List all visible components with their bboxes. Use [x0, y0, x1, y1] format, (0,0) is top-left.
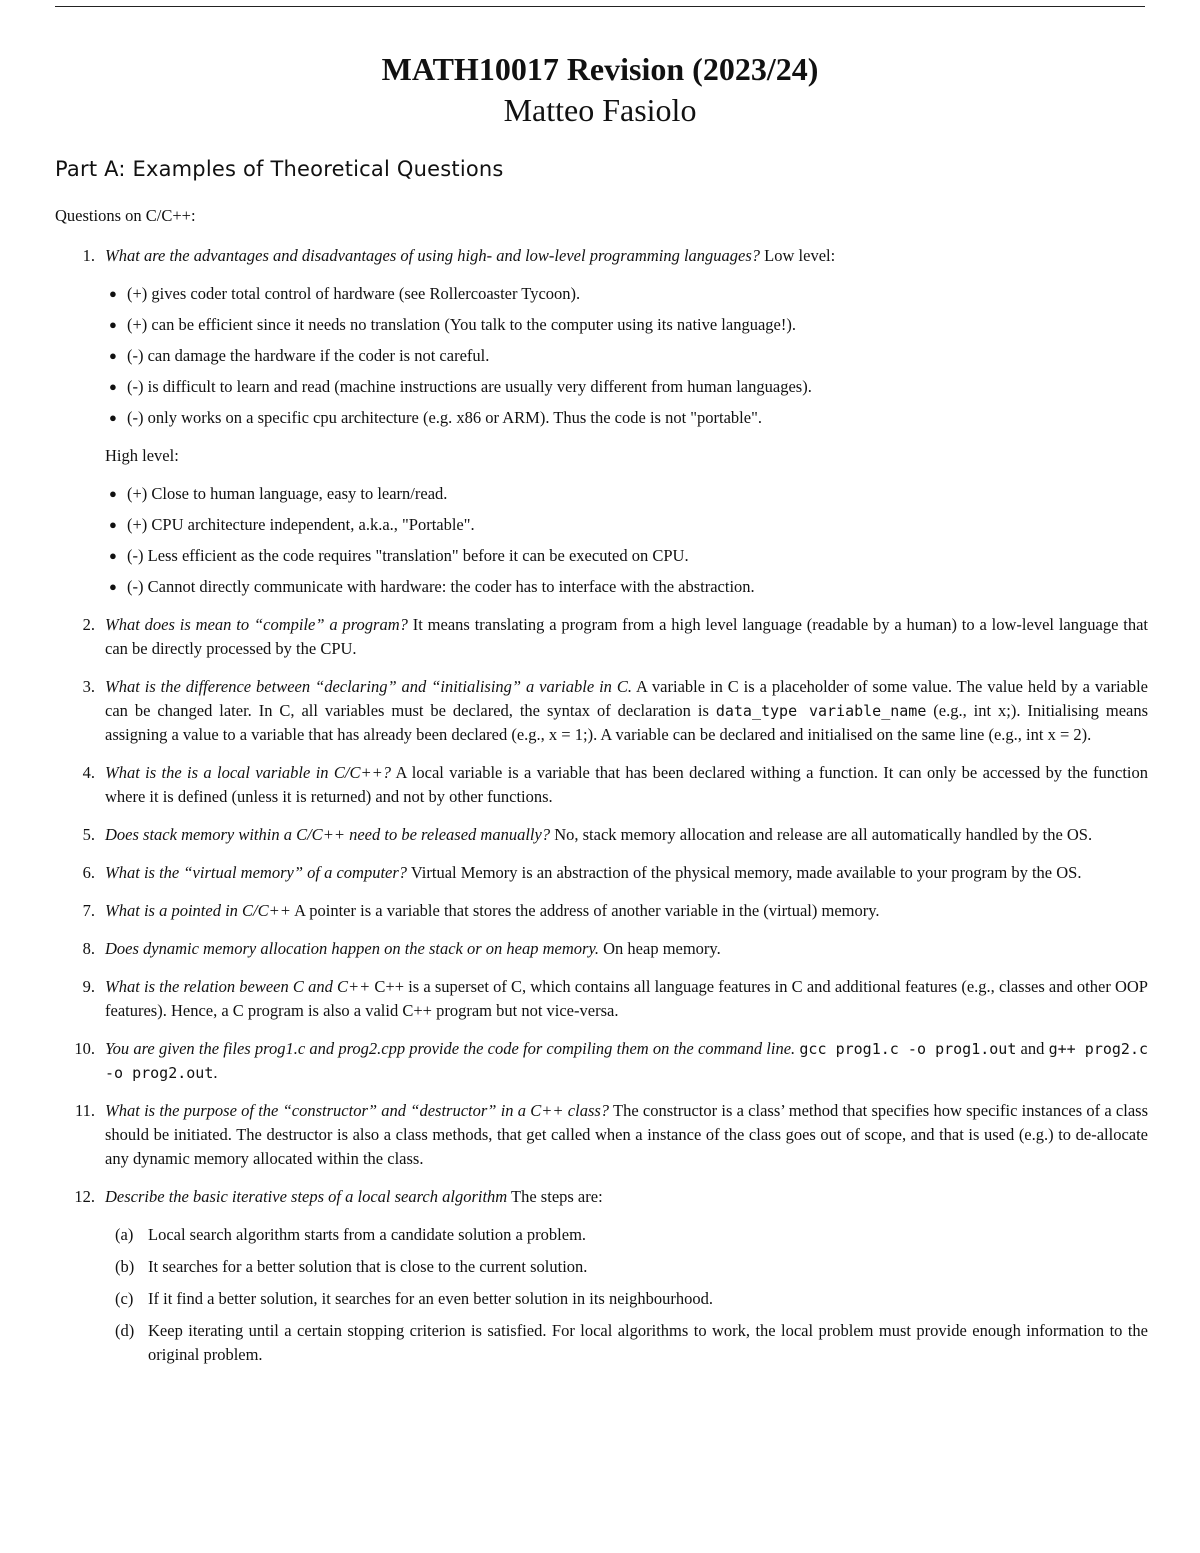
question-text: Does dynamic memory allocation happen on the stack or on heap memory.	[105, 939, 599, 958]
question-text: What is the difference between “declaring” and “initialising” a variable in C.	[105, 677, 632, 696]
code-snippet: data_type variable_name	[715, 702, 927, 720]
question-text: What are the advantages and disadvantages of using high- and low-level programming languages?	[105, 246, 761, 265]
answer-text: The constructor is a class’ method that specifies how specific instances of a class should be initiated. The destructor is also a class methods, that get called when a instance of the class goes out of scope, and that is used (e.g.) to de-allocate any dynamic memory allocated within the class.	[105, 1101, 1149, 1168]
question-item-7	[55, 899, 1148, 923]
content	[55, 204, 1148, 1381]
step-label: (a)	[115, 1225, 134, 1244]
question-number: 11.	[74, 1101, 95, 1120]
answer-text: It means translating a program from a high level language (readable by a human) to a low-level language that can be directly processed by the CPU.	[105, 615, 1148, 658]
question-number: 4.	[82, 763, 95, 782]
answer-text: (e.g., int x;). Initialising means assigning a value to a variable that has already been declared (e.g., x = 1;). A variable can be declared and initialised on the same line (e.g., int x = 2).	[105, 701, 1149, 744]
bullet-icon: ●	[109, 286, 117, 301]
question-list	[55, 244, 1148, 1367]
question-text: What is the purpose of the “constructor” and “destructor” in a C++ class?	[105, 1101, 610, 1120]
question-number: 9.	[82, 977, 95, 996]
question-text: What is the is a local variable in C/C++?	[105, 763, 391, 782]
bullet-icon: ●	[109, 579, 117, 594]
list-item: (d) Keep iterating until a certain stopping criterion is satisfied. For local algorithms to work, the local problem must provide enough information to the original problem.	[115, 1321, 1148, 1364]
bullet-icon: ●	[109, 548, 117, 563]
question-item-1	[55, 244, 1148, 599]
bullet-icon: ●	[109, 486, 117, 501]
question-text: Describe the basic iterative steps of a local search algorithm	[105, 1187, 508, 1206]
answer-text: C++ is a superset of C, which contains all language features in C and additional features (e.g., classes and other OOP features). Hence, a C program is also a valid C++ program but not vice-versa.	[105, 977, 1148, 1020]
list-item: ● (+) Close to human language, easy to learn/read.	[105, 482, 1148, 506]
bullet-icon: ●	[109, 517, 117, 532]
question-text: You are given the files prog1.c and prog2.cpp provide the code for compiling them on the command line.	[105, 1039, 796, 1058]
question-number: 6.	[82, 863, 95, 882]
code-snippet: g++ prog2.c -o prog2.out	[105, 1040, 1149, 1082]
question-number: 8.	[82, 939, 95, 958]
question-item-6	[55, 861, 1148, 885]
list-item: ● (-) is difficult to learn and read (machine instructions are usually very different from human languages).	[105, 375, 1148, 399]
question-number: 5.	[82, 825, 95, 844]
answer-text: .	[213, 1063, 218, 1082]
list-item: ● (-) Cannot directly communicate with hardware: the coder has to interface with the abstraction.	[105, 575, 1148, 599]
list-item: (b) It searches for a better solution that is close to the current solution.	[105, 1255, 1148, 1279]
high-level-points	[105, 482, 1148, 599]
title-block	[0, 50, 1200, 130]
question-number: 12.	[74, 1187, 95, 1206]
step-label: (b)	[115, 1257, 135, 1276]
section-heading: Part A: Examples of Theoretical Questions	[55, 157, 504, 181]
answer-text: A pointer is a variable that stores the address of another variable in the (virtual) memory.	[290, 901, 880, 920]
question-item-2	[55, 613, 1148, 661]
question-item-3	[55, 675, 1148, 747]
question-item-8	[55, 937, 1148, 961]
answer-text: On heap memory.	[599, 939, 721, 958]
list-item: (c) If it find a better solution, it searches for an even better solution in its neighbourhood.	[105, 1287, 1148, 1311]
answer-text: and	[1016, 1039, 1049, 1058]
list-item: ● (-) only works on a specific cpu architecture (e.g. x86 or ARM). Thus the code is not "portable".	[105, 406, 1148, 430]
question-text: Does stack memory within a C/C++ need to be released manually?	[105, 825, 551, 844]
question-item-10	[55, 1037, 1148, 1085]
bullet-icon: ●	[109, 317, 117, 332]
answer-text: No, stack memory allocation and release are all automatically handled by the OS.	[550, 825, 1093, 844]
top-rule	[55, 6, 1145, 7]
list-item: ● (+) can be efficient since it needs no translation (You talk to the computer using its native language!).	[105, 313, 1148, 337]
list-item: ● (+) gives coder total control of hardware (see Rollercoaster Tycoon).	[105, 282, 1148, 306]
code-snippet: gcc prog1.c -o prog1.out	[799, 1040, 1017, 1058]
bullet-icon: ●	[109, 379, 117, 394]
question-text: What is the relation beween C and C++	[105, 977, 371, 996]
question-item-9	[55, 975, 1148, 1023]
high-level-label: High level:	[105, 446, 179, 465]
answer-text: The steps are:	[507, 1187, 603, 1206]
list-item: ● (-) Less efficient as the code requires "translation" before it can be executed on CPU.	[105, 544, 1148, 568]
question-item-12	[55, 1185, 1148, 1367]
document-title: MATH10017 Revision (2023/24)	[381, 51, 819, 87]
answer-text: A local variable is a variable that has been declared withing a function. It can only be accessed by the function where it is defined (unless it is returned) and not by other functions.	[105, 763, 1148, 806]
question-item-5	[55, 823, 1148, 847]
answer-text: Virtual Memory is an abstraction of the physical memory, made available to your program by the OS.	[407, 863, 1082, 882]
question-number: 1.	[82, 246, 95, 265]
question-number: 3.	[82, 677, 95, 696]
question-number: 10.	[74, 1039, 95, 1058]
list-item: (a) Local search algorithm starts from a candidate solution a problem.	[105, 1223, 1148, 1247]
question-text: What is a pointed in C/C++	[105, 901, 291, 920]
list-item: ● (-) can damage the hardware if the coder is not careful.	[105, 344, 1148, 368]
low-level-points	[105, 282, 1148, 430]
step-list	[105, 1223, 1148, 1367]
step-label: (d)	[115, 1321, 135, 1340]
document-author: Matteo Fasiolo	[503, 92, 697, 128]
answer-text: Low level:	[760, 246, 836, 265]
question-item-11	[55, 1099, 1148, 1171]
bullet-icon: ●	[109, 410, 117, 425]
list-item: ● (+) CPU architecture independent, a.k.a., "Portable".	[105, 513, 1148, 537]
question-number: 2.	[82, 615, 95, 634]
question-number: 7.	[82, 901, 95, 920]
answer-text: A variable in C is a placeholder of some value. The value held by a variable can be changed later. In C, all variables must be declared, the syntax of declaration is	[105, 677, 1149, 720]
bullet-icon: ●	[109, 348, 117, 363]
question-text: What is the “virtual memory” of a computer?	[105, 863, 408, 882]
intro-text: Questions on C/C++:	[55, 206, 196, 225]
question-text: What does is mean to “compile” a program?	[105, 615, 408, 634]
step-label: (c)	[115, 1289, 134, 1308]
question-item-4	[55, 761, 1148, 809]
